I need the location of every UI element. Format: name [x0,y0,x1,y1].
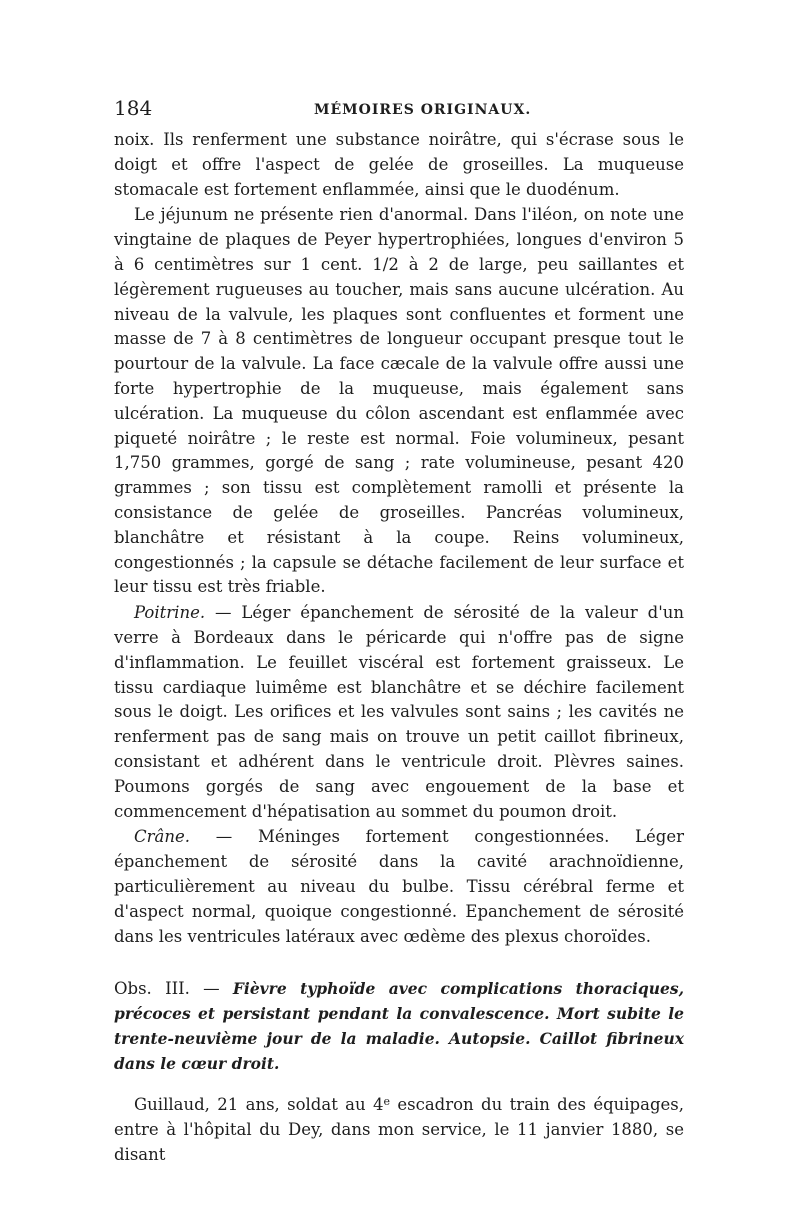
paragraph-jejunum: Le jéjunum ne présente rien d'anormal. Dans l'iléon, on note une vingtaine de plaques de Peyer hypertrophiées, longues d'environ 5 à 6 centimètres sur 1 cent. 1/2 à 2 de large, peu saillantes et légèrement rugueuses au toucher, mais sans aucune ulcération. Au niveau de la valvule, les plaques sont confluentes et forment une masse de 7 à 8 centimètres de longueur occupant presque tout le pourtour de la valvule. La face cæcale de la valvule offre aussi une forte hypertrophie de la muqueuse, mais également sans ulcération. La muqueuse du côlon ascendant est enflammée avec piqueté noirâtre ; le reste est normal. Foie volumineux, pesant 1,750 grammes, gorgé de sang ; rate volumineuse, pesant 420 grammes ; son tissu est complètement ramolli et présente la consistance de gelée de groseilles. Pancréas volumineux, blanchâtre et résistant à la coupe. Reins volumineux, congestionnés ; la capsule se détache facilement de leur surface et leur tissu est très friable. [114,205,684,597]
observation-title: Fièvre typhoïde avec complications thoraciques, précoces et persistant pendant la convalescence. Mort subite le trente-neuvième jour de la maladie. Autopsie. Caillot fibrineux dans le cœur droit. [114,979,684,1073]
observation-label: Obs. III. [114,979,190,999]
page-body [114,128,684,1168]
observation-body-b: escadron du train des équipages, entre à l'hôpital du Dey, dans mon service, le 11 janvier 1880, se disant [114,1095,684,1165]
paragraph-continuation: noix. Ils renferment une substance noirâtre, qui s'écrase sous le doigt et offre l'aspect de gelée de groseilles. La muqueuse stomacale est fortement enflammée, ainsi que le duodénum. [114,130,684,199]
page-header [114,96,684,126]
paragraph-crane [114,825,684,949]
observation-dash: — [189,979,233,999]
section-label-crane: Crâne. [134,827,190,847]
paragraph-poitrine [114,601,684,824]
observation-body-a: Guillaud, 21 ans, soldat au 4 [134,1095,384,1115]
page-number: 184 [114,96,153,120]
section-label-poitrine: Poitrine. [134,603,206,623]
running-head: MÉMOIRES ORIGINAUX. [314,102,532,118]
paragraph-poitrine-text: — Léger épanchement de sérosité de la valeur d'un verre à Bordeaux dans le péricarde qui n'offre pas de signe d'inflammation. Le feuillet viscéral est fortement graisseux. Le tissu cardiaque luimême est blanchâtre et se déchire facilement sous le doigt. Les orifices et les valvules sont sains ; les cavités ne renferment pas de sang mais on trouve un petit caillot fibrineux, consistant et adhérent dans le ventricule droit. Plèvres saines. Poumons gorgés de sang avec engouement de la base et commencement d'hépatisation au sommet du poumon droit. [114,603,684,821]
paragraph-crane-text: — Méninges fortement congestionnées. Léger épanchement de sérosité dans la cavité arachnoïdienne, particulièrement au niveau du bulbe. Tissu cérébral ferme et d'aspect normal, quoique congestionné. Epanchement de sérosité dans les ventricules latéraux avec œdème des plexus choroïdes. [114,827,684,946]
observation-body [114,1090,684,1167]
observation-heading [114,977,684,1076]
ordinal-superscript: e [383,1095,391,1109]
